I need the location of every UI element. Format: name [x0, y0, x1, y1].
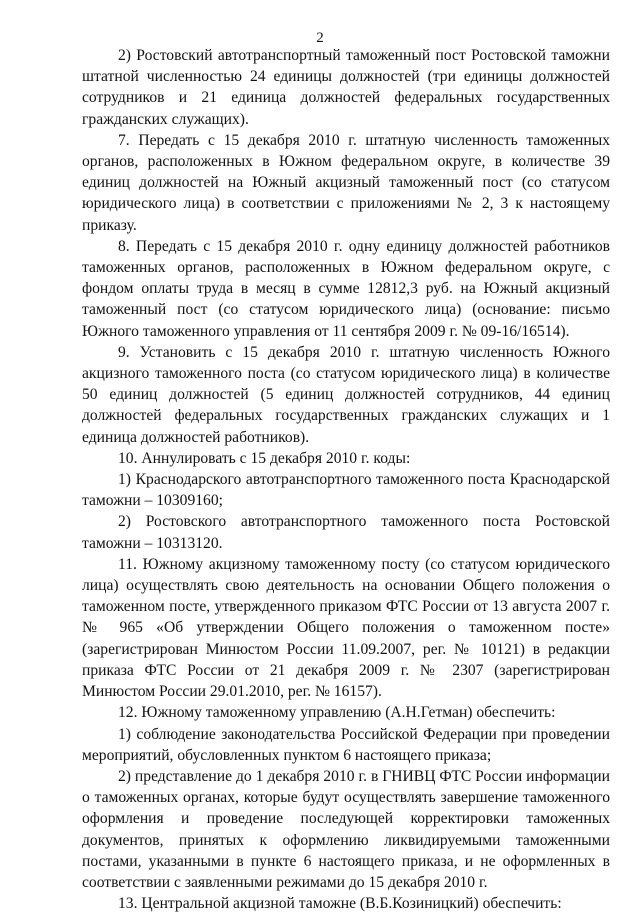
document-body [82, 45, 610, 914]
paragraph-8: 8. Передать с 15 декабря 2010 г. одну единицу должностей работников таможенных органов, расположенных в Южном федеральном округе, с фондом оплаты труда в месяц в сумме 12812,3 руб. на Южный акцизный таможенный пост (со статусом юридического лица) (основание: письмо Южного таможенного управления от 11 сентября 2009 г. № 09-16/16514). [82, 237, 610, 340]
paragraph-11: 11. Южному акцизному таможенному посту (со статусом юридического лица) осуществлять свою деятельность на основании Общего положения о таможенном посте, утвержденного приказом ФТС России от 13 августа 2007 г. № 965 «Об утверждении Общего положения о таможенном посте» (зарегистрирован Минюстом России 11.09.2007, рег. № 10121) в редакции приказа ФТС России от 21 декабря 2009 г. № 2307 (зарегистрирован Минюстом России 29.01.2010, рег. № 16157). [82, 555, 610, 701]
paragraph-7: 7. Передать с 15 декабря 2010 г. штатную численность таможенных органов, расположенных в Южном федеральном округе, в количестве 39 единиц должностей на Южный акцизный таможенный пост (со статусом юридического лица) в соответствии с приложениями № 2, 3 к настоящему приказу. [82, 131, 610, 234]
paragraph-10: 10. Аннулировать с 15 декабря 2010 г. коды: [118, 449, 411, 467]
paragraph-12-2: 2) представление до 1 декабря 2010 г. в ГНИВЦ ФТС России информации о таможенных органах, которые будут осуществлять завершение таможенного оформления и проведение последующей корректировки таможенных документов, принятых к оформлению ликвидируемыми таможенными постами, указанными в пункте 6 настоящего приказа, и не оформленных в соответствии с заявленными режимами до 15 декабря 2010 г. [82, 767, 610, 891]
paragraph-12-1: 1) соблюдение законодательства Российской Федерации при проведении мероприятий, обусловленных пунктом 6 настоящего приказа; [82, 725, 610, 764]
paragraph-13: 13. Центральной акцизной таможне (В.Б.Козиницкий) обеспечить: [118, 895, 562, 913]
paragraph-item-6-2: 2) Ростовский автотранспортный таможенный пост Ростовской таможни штатной численностью 24 единицы должностей (три единицы должностей сотрудников и 21 единица должностей федеральных государственных гражданских служащих). [82, 47, 610, 128]
page-number: 2 [316, 30, 324, 46]
paragraph-10-1: 1) Краснодарского автотранспортного таможенного поста Краснодарской таможни – 10309160; [82, 471, 610, 510]
paragraph-12: 12. Южному таможенному управлению (А.Н.Гетман) обеспечить: [118, 704, 556, 722]
paragraph-9: 9. Установить с 15 декабря 2010 г. штатную численность Южного акцизного таможенного поста (со статусом юридического лица) в количестве 50 единиц должностей (5 единиц должностей сотрудников, 44 единиц должностей федеральных государственных гражданских служащих и 1 единица должностей работников). [82, 343, 610, 446]
paragraph-10-2: 2) Ростовского автотранспортного таможенного поста Ростовской таможни – 10313120. [82, 513, 610, 552]
